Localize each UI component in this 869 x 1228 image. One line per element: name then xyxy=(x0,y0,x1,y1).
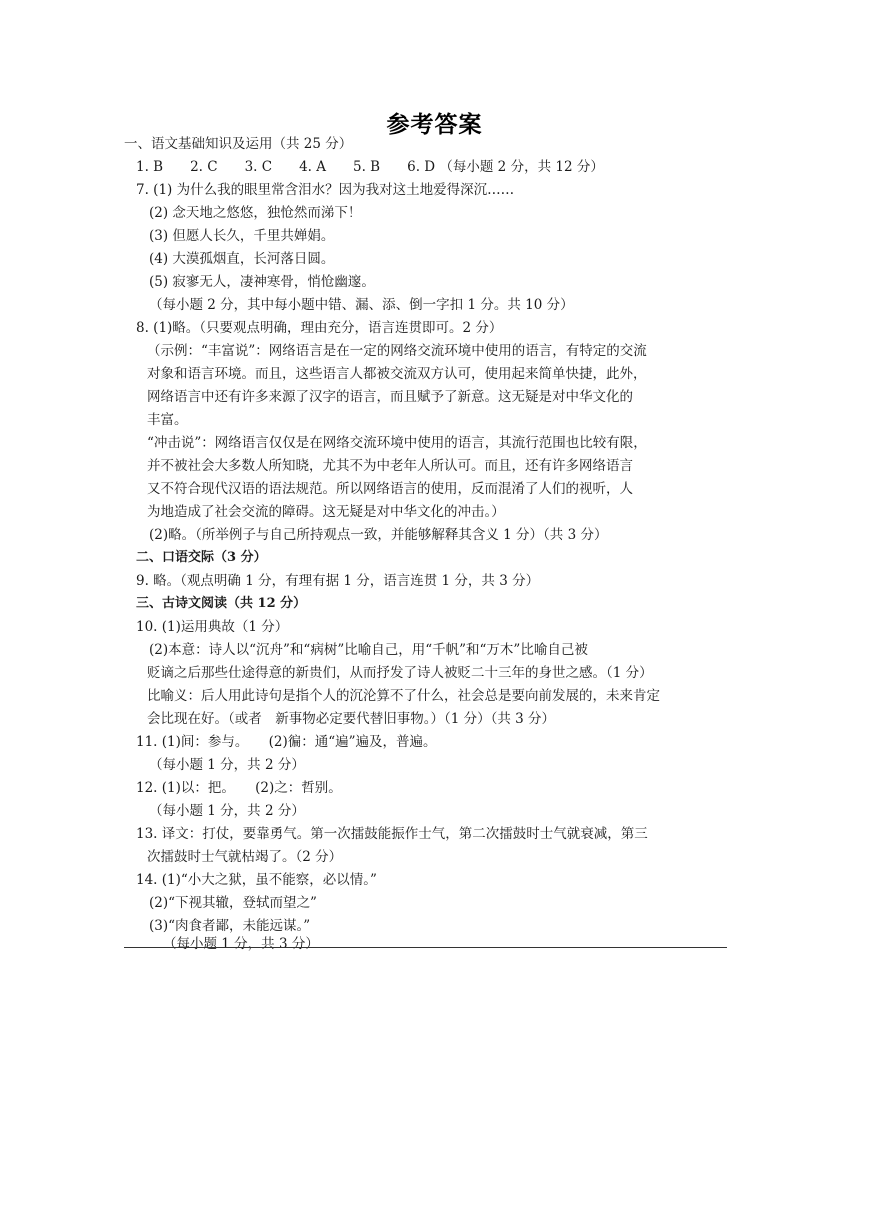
answer-line-7-3: (3) 但愿人长久，千里共婵娟。 xyxy=(149,228,335,244)
answer-line-11: 11. (1)间：参与。 (2)徧：通“遍”遍及，普遍。 xyxy=(136,734,437,750)
answer-line-14-3: (3)“肉食者鄙，未能远谋。” xyxy=(149,918,311,934)
answer-line-14-2: (2)“下视其辙，登轼而望之” xyxy=(149,895,317,911)
answer-line-choices: 1. B 2. C 3. C 4. A 5. B 6. D （每小题 2 分，共 12 分） xyxy=(136,159,604,175)
answer-line-7-4: (4) 大漠孤烟直，长河落日圆。 xyxy=(149,251,335,267)
answer-line-7-2: (2) 念天地之悠悠，独怆然而涕下！ xyxy=(149,205,362,221)
answer-line-14-note: （每小题 1 分，共 3 分） xyxy=(163,936,319,952)
answer-paragraph-line: 并不被社会大多数人所知晓，尤其不为中老年人所认可。而且，还有许多网络语言 xyxy=(147,458,633,474)
page-title: 参考答案 xyxy=(386,112,483,138)
answer-paragraph-line: “冲击说”：网络语言仅仅是在网络交流环境中使用的语言，其流行范围也比较有限， xyxy=(147,435,647,451)
answer-line-11-note: （每小题 1 分，共 2 分） xyxy=(149,757,305,773)
answer-line-7-note: （每小题 2 分，其中每小题中错、漏、添、倒一字扣 1 分。共 10 分） xyxy=(149,297,574,313)
answer-line-12: 12. (1)以：把。 (2)之：哲别。 xyxy=(136,780,342,796)
answer-line-8-1: 8. (1)略。（只要观点明确，理由充分，语言连贯即可。2 分） xyxy=(136,320,503,336)
answer-paragraph-line: 对象和语言环境。而且，这些语言人都被交流双方认可，使用起来简单快捷，此外， xyxy=(147,366,647,382)
answer-line-7-1: 7. (1) 为什么我的眼里常含泪水？因为我对这土地爱得深沉…… xyxy=(136,182,515,198)
answer-paragraph-line: 会比现在好。（或者 新事物必定要代替旧事物。）（1 分）（共 3 分） xyxy=(147,711,556,727)
section-heading-1: 一、语文基础知识及运用（共 25 分） xyxy=(124,136,353,152)
answer-paragraph-line: 网络语言中还有许多来源了汉字的语言，而且赋予了新意。这无疑是对中华文化的 xyxy=(147,389,633,405)
answer-paragraph-line: 贬谪之后那些仕途得意的新贵们，从而抒发了诗人被贬二十三年的身世之感。（1 分） xyxy=(147,665,653,681)
answer-paragraph-line: 次擂鼓时士气就枯竭了。（2 分） xyxy=(147,849,343,865)
answer-line-9: 9. 略。（观点明确 1 分，有理有据 1 分，语言连贯 1 分，共 3 分） xyxy=(136,573,540,589)
section-heading-3: 三、古诗文阅读（共 12 分） xyxy=(136,596,307,611)
answer-line-10-1: 10. (1)运用典故（1 分） xyxy=(136,619,289,635)
bottom-divider xyxy=(124,947,727,948)
answer-line-13: 13. 译文：打仗，要靠勇气。第一次擂鼓能振作士气，第二次擂鼓时士气就衰减，第三 xyxy=(136,826,648,842)
section-heading-2: 二、口语交际（3 分） xyxy=(136,550,267,565)
answer-line-14-1: 14. (1)“小大之狱，虽不能察，必以情。” xyxy=(136,872,377,888)
answer-line-12-note: （每小题 1 分，共 2 分） xyxy=(149,803,305,819)
answer-line-8-2: (2)略。（所举例子与自己所持观点一致，并能够解释其含义 1 分）（共 3 分） xyxy=(149,527,608,543)
answer-paragraph-line: 比喻义：后人用此诗句是指个人的沉沦算不了什么，社会总是要向前发展的，未来肯定 xyxy=(147,688,660,704)
answer-paragraph-line: 又不符合现代汉语的语法规范。所以网络语言的使用，反而混淆了人们的视听，人 xyxy=(147,481,633,497)
answer-line-7-5: (5) 寂寥无人，凄神寒骨，悄怆幽邃。 xyxy=(149,274,375,290)
answer-paragraph-line: 为地造成了社会交流的障碍。这无疑是对中华文化的冲击。） xyxy=(147,504,505,520)
answer-paragraph-line: （示例：“丰富说”：网络语言是在一定的网络交流环境中使用的语言，有特定的交流 xyxy=(147,343,647,359)
answer-paragraph-line: 丰富。 xyxy=(147,412,188,428)
answer-line-10-2: (2)本意：诗人以“沉舟”和“病树”比喻自己，用“千帆”和“万木”比喻自己被 xyxy=(149,642,588,658)
